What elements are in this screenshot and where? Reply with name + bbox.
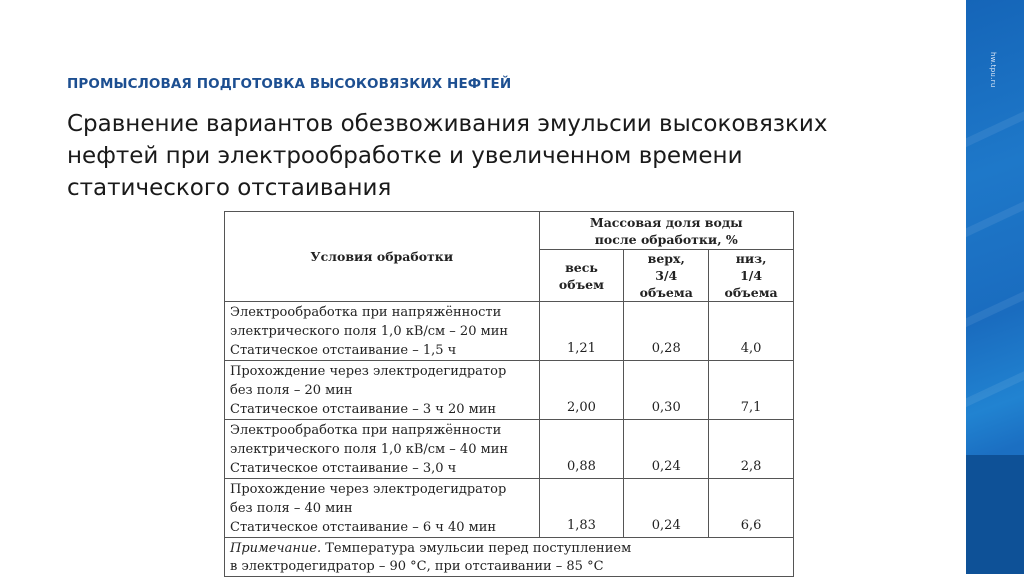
- value-bottom: 6,6: [709, 479, 794, 538]
- value-top: 0,24: [624, 420, 709, 479]
- decorative-stripe: [966, 355, 1024, 413]
- comparison-table: [224, 211, 794, 577]
- table-row: [225, 302, 794, 361]
- section-title: ПРОМЫСЛОВАЯ ПОДГОТОВКА ВЫСОКОВЯЗКИХ НЕФТЕЙ: [67, 76, 512, 92]
- value-whole: 2,00: [539, 361, 624, 420]
- value-top: 0,28: [624, 302, 709, 361]
- note-line: [230, 540, 788, 558]
- decorative-stripe: [966, 185, 1024, 243]
- header-conditions: Условия обработки: [225, 212, 540, 302]
- table-row: [225, 479, 794, 538]
- note-line: в электродегидратор – 90 °С, при отстаивании – 85 °С: [230, 559, 604, 574]
- header-line: после обработки, %: [594, 231, 738, 247]
- title-line: нефтей при электрообработке и увеличенном времени: [67, 143, 743, 169]
- condition-line: Статическое отстаивание – 6 ч 40 мин: [230, 520, 497, 535]
- condition-line: без поля – 40 мин: [230, 501, 353, 516]
- condition-cell: [225, 302, 540, 361]
- side-url-text: hw.tpu.ru: [989, 52, 997, 88]
- condition-line: электрического поля 1,0 кВ/см – 40 мин: [230, 442, 509, 457]
- header-line: объем: [558, 276, 604, 292]
- table-row: [225, 361, 794, 420]
- condition-cell: [225, 479, 540, 538]
- header-line: 3/4 объема: [639, 268, 693, 300]
- condition-line: Статическое отстаивание – 1,5 ч: [230, 343, 457, 358]
- condition-line: без поля – 20 мин: [230, 383, 353, 398]
- header-line: весь: [565, 259, 598, 275]
- value-whole: 0,88: [539, 420, 624, 479]
- value-bottom: 4,0: [709, 302, 794, 361]
- condition-cell: [225, 361, 540, 420]
- header-line: низ,: [735, 251, 767, 266]
- table-note: [225, 538, 794, 577]
- value-top: 0,24: [624, 479, 709, 538]
- header-top-volume: [624, 250, 709, 302]
- value-top: 0,30: [624, 361, 709, 420]
- title-line: статического отстаивания: [67, 175, 392, 201]
- condition-line: Статическое отстаивание – 3,0 ч: [230, 461, 457, 476]
- header-bottom-volume: [709, 250, 794, 302]
- value-bottom: 7,1: [709, 361, 794, 420]
- condition-line: Статическое отстаивание – 3 ч 20 мин: [230, 402, 497, 417]
- title-line: Сравнение вариантов обезвоживания эмульсии высоковязких: [67, 111, 828, 137]
- condition-line: Прохождение через электродегидратор: [230, 482, 507, 497]
- value-whole: 1,21: [539, 302, 624, 361]
- header-line: Массовая доля воды: [589, 214, 743, 230]
- decorative-stripe: [966, 275, 1024, 333]
- header-line: 1/4 объема: [724, 268, 778, 300]
- condition-line: Прохождение через электродегидратор: [230, 364, 507, 379]
- header-water-fraction: [539, 212, 793, 250]
- value-bottom: 2,8: [709, 420, 794, 479]
- condition-line: Электрообработка при напряжённости: [230, 423, 502, 438]
- condition-cell: [225, 420, 540, 479]
- note-text: Температура эмульсии перед поступлением: [321, 541, 632, 556]
- table-note-row: [225, 538, 794, 577]
- table-row: [225, 420, 794, 479]
- header-whole-volume: [539, 250, 624, 302]
- header-line: верх,: [647, 251, 685, 266]
- note-label: Примечание.: [230, 541, 322, 556]
- condition-line: Электрообработка при напряжённости: [230, 305, 502, 320]
- value-whole: 1,83: [539, 479, 624, 538]
- slide-title: [67, 108, 927, 204]
- condition-line: электрического поля 1,0 кВ/см – 20 мин: [230, 324, 509, 339]
- decorative-stripe: [966, 95, 1024, 153]
- side-bar-bottom-block: [966, 455, 1024, 574]
- table-header-row: [225, 212, 794, 250]
